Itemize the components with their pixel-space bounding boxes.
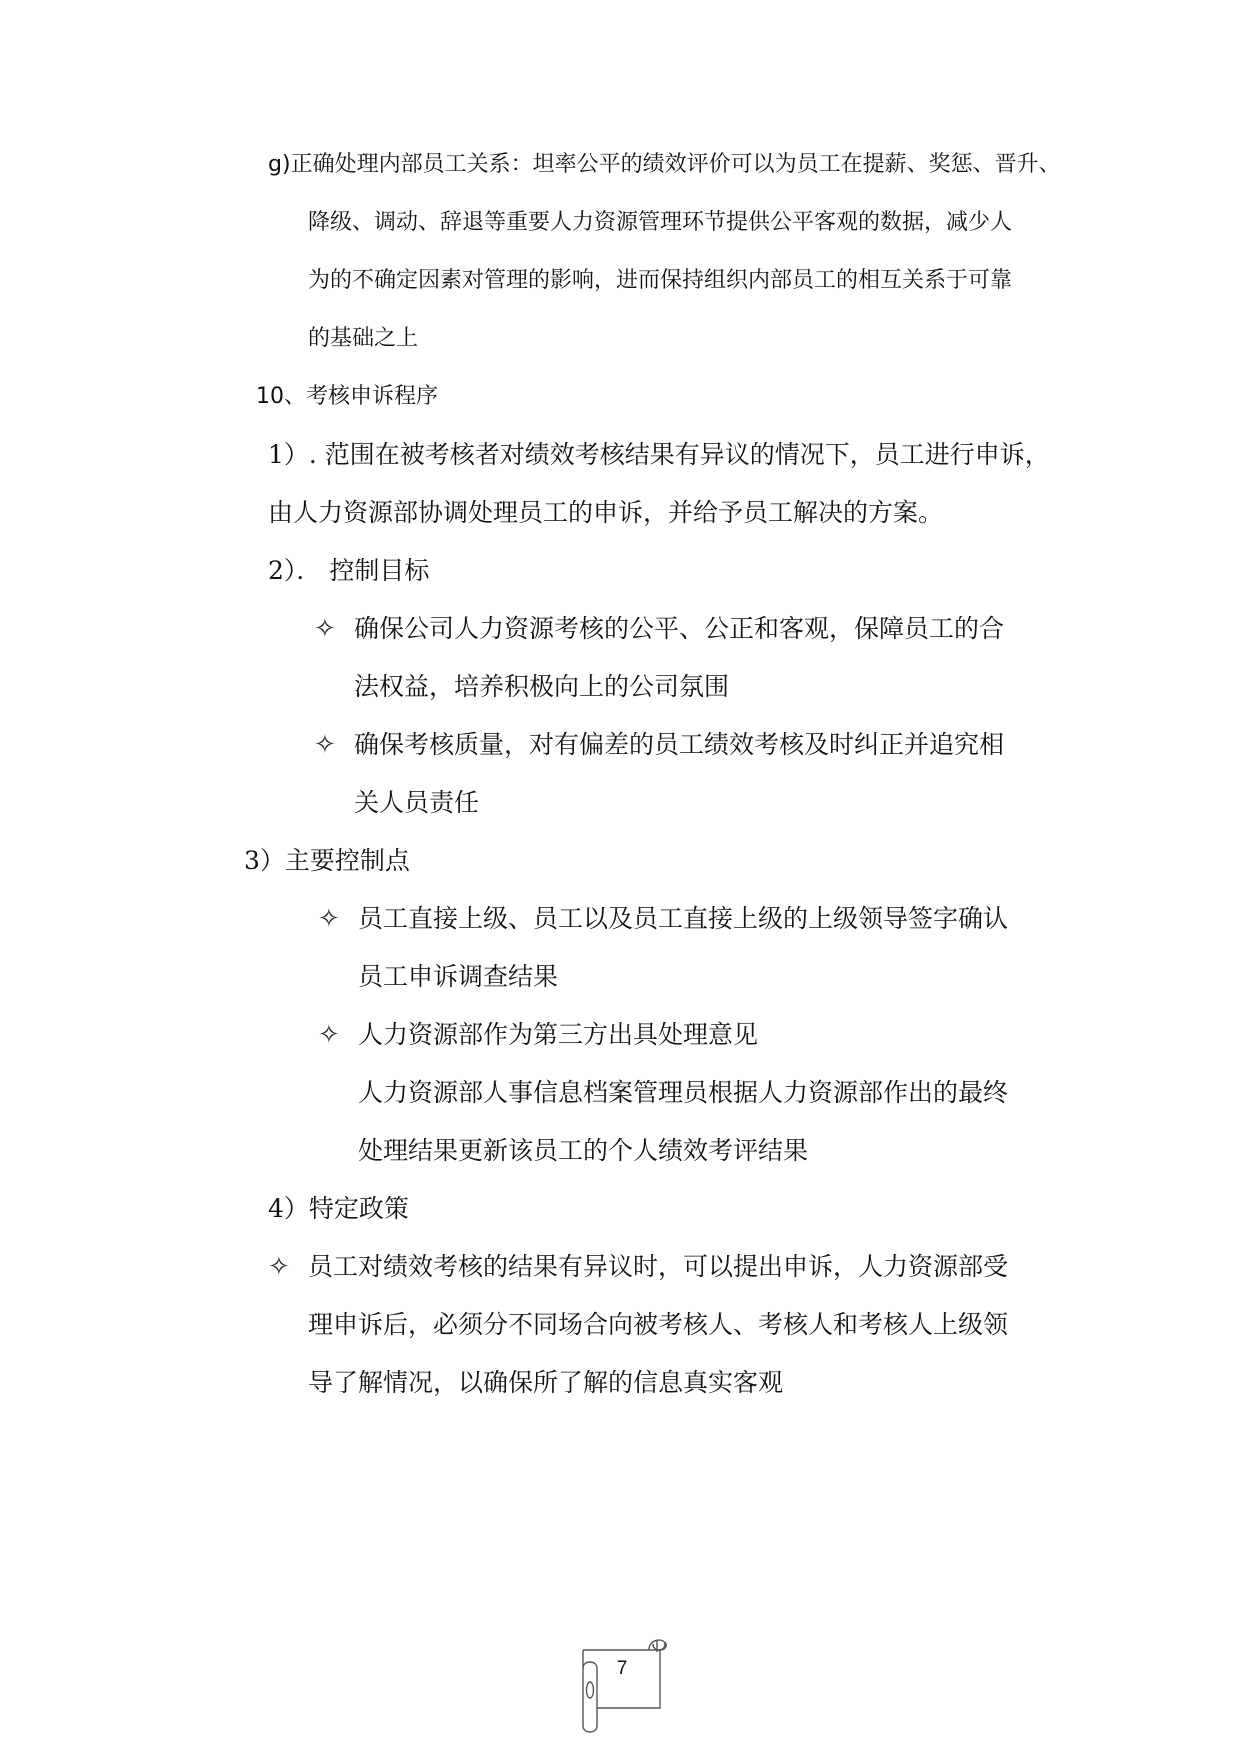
- section-g-title: 正确处理内部员工关系: [290, 152, 511, 177]
- control-goal-bullet-line: 确保公司人力资源考核的公平、公正和客观，保障员工的合: [354, 614, 1005, 643]
- bullet-diamond-icon: ✧: [314, 730, 336, 760]
- control-points-heading: 3）主要控制点: [244, 846, 410, 875]
- section-10-heading: 10、考核申诉程序: [256, 384, 438, 409]
- control-goal-bullet-line: 法权益，培养积极向上的公司氛围: [354, 672, 730, 701]
- bullet-diamond-icon: ✧: [318, 904, 340, 934]
- page-number: 7: [616, 1658, 628, 1679]
- section-g-first-line: [268, 148, 1061, 182]
- section-g-line: 降级、调动、辞退等重要人力资源管理环节提供公平客观的数据，减少人: [308, 210, 1013, 235]
- bullet-diamond-icon: ✧: [268, 1252, 290, 1282]
- policy-bullet-line: 员工对绩效考核的结果有异议时，可以提出申诉，人力资源部受: [308, 1252, 1009, 1281]
- scope-line: 由人力资源部协调处理员工的申诉，并给予员工解决的方案。: [268, 498, 944, 527]
- scope-line: 1）. 范围在被考核者对绩效考核结果有异议的情况下，员工进行申诉，: [268, 440, 1050, 469]
- section-g-line: 的基础之上: [308, 326, 419, 351]
- control-points-bullet-line: 人力资源部作为第三方出具处理意见: [358, 1020, 759, 1049]
- control-points-bullet-line: 员工申诉调查结果: [358, 962, 559, 991]
- section-g-line: 为的不确定因素对管理的影响，进而保持组织内部员工的相互关系于可靠: [308, 268, 1013, 293]
- control-goal-bullet-line: 关人员责任: [354, 788, 480, 817]
- page-footer: [565, 1630, 675, 1740]
- control-points-extra-line: 处理结果更新该员工的个人绩效考评结果: [358, 1136, 809, 1165]
- bullet-diamond-icon: ✧: [318, 1020, 340, 1050]
- policy-bullet-line: 理申诉后，必须分不同场合向被考核人、考核人和考核人上级领: [308, 1310, 1009, 1339]
- control-goal-bullet-line: 确保考核质量，对有偏差的员工绩效考核及时纠正并追究相: [354, 730, 1005, 759]
- control-points-bullet-line: 员工直接上级、员工以及员工直接上级的上级领导签字确认: [358, 904, 1009, 933]
- policy-heading: 4）特定政策: [268, 1194, 409, 1223]
- scroll-icon: [565, 1630, 675, 1740]
- control-goal-heading: 2）． 控制目标: [268, 556, 430, 585]
- bullet-diamond-icon: ✧: [314, 614, 336, 644]
- control-points-extra-line: 人力资源部人事信息档案管理员根据人力资源部作出的最终: [358, 1078, 1009, 1107]
- policy-bullet-line: 导了解情况，以确保所了解的信息真实客观: [308, 1368, 784, 1397]
- section-g-text: ：坦率公平的绩效评价可以为员工在提薪、奖惩、晋升、: [510, 152, 1061, 177]
- section-g-label: g): [268, 152, 291, 177]
